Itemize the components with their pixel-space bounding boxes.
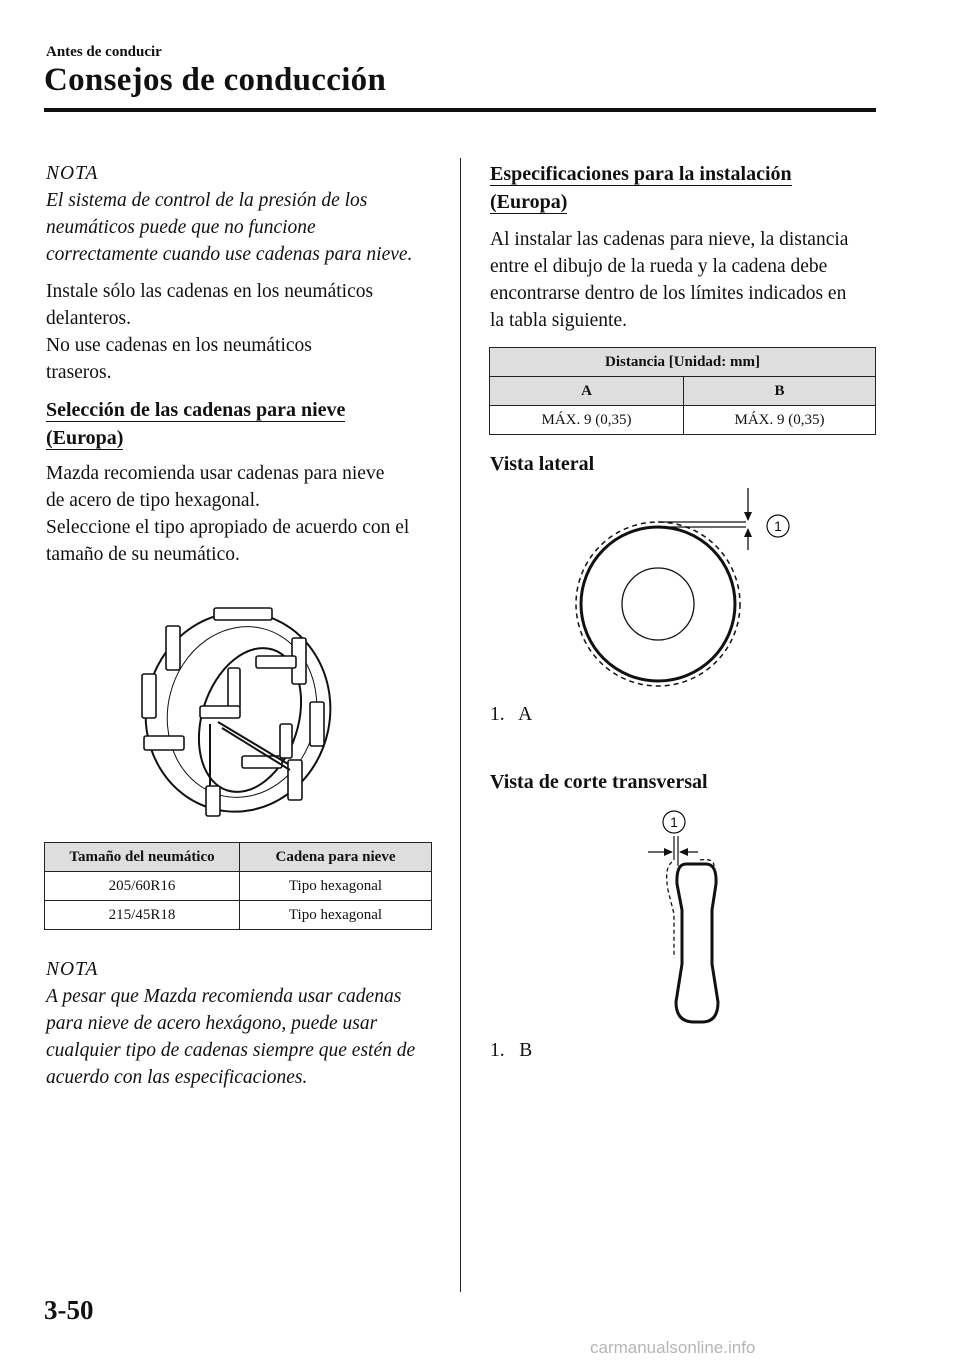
page-number: 3-50 xyxy=(44,1295,94,1325)
paragraph-rear-tires: No use cadenas en los neumáticos traseros. xyxy=(46,335,312,383)
column-divider xyxy=(460,158,461,1292)
figure-caption-side-view: 1. A xyxy=(490,704,533,725)
title-rule xyxy=(44,108,876,112)
table-caption: Distancia [Unidad: mm] xyxy=(490,348,876,377)
table-row xyxy=(45,872,432,901)
cross-section-diagram xyxy=(640,806,740,1032)
nota-title: NOTA xyxy=(46,163,99,184)
table-header: Tamaño del neumático xyxy=(45,843,240,872)
callout-number: 1 xyxy=(774,518,782,534)
table-cell: MÁX. 9 (0,35) xyxy=(684,406,876,435)
right-column xyxy=(490,160,876,334)
table-header: Cadena para nieve xyxy=(240,843,432,872)
figure-title-cross-section: Vista de corte transversal xyxy=(490,771,708,793)
nota-text: A pesar que Mazda recomienda usar cadenas para nieve de acero hexágono, puede usar cualquier tipo de cadenas siempre que estén de acuerdo con las especificaciones. xyxy=(46,986,416,1088)
nota-text: El sistema de control de la presión de los neumáticos puede que no funcione correctamente cuando use cadenas para nieve. xyxy=(46,190,413,265)
section-heading xyxy=(490,160,860,216)
page-title: Consejos de conducción xyxy=(44,62,387,98)
snow-chain-illustration xyxy=(138,604,338,819)
paragraph-front-tires: Instale sólo las cadenas en los neumáticos delanteros. xyxy=(46,281,374,329)
table-cell: 205/60R16 xyxy=(45,872,240,901)
section-label: Antes de conducir xyxy=(46,44,162,60)
table-row xyxy=(45,901,432,930)
paragraph-select: Seleccione el tipo apropiado de acuerdo con el tamaño de su neumático. xyxy=(46,517,410,565)
section-heading-text: Especificaciones para la instalación (Europa) xyxy=(490,163,792,213)
table-cell: Tipo hexagonal xyxy=(240,901,432,930)
tire-chain-table xyxy=(44,842,432,930)
table-cell: 215/45R18 xyxy=(45,901,240,930)
watermark-text: carmanualsonline.info xyxy=(590,1338,756,1357)
figure-title-side-view: Vista lateral xyxy=(490,453,595,475)
paragraph-installation: Al instalar las cadenas para nieve, la distancia entre el dibujo de la rueda y la cadena debe encontrarse dentro de los límites indicados en la tabla siguiente. xyxy=(490,229,849,331)
figure-caption-cross-section: 1. B xyxy=(490,1040,533,1061)
table-cell: MÁX. 9 (0,35) xyxy=(490,406,684,435)
table-header: B xyxy=(684,377,876,406)
table-header: A xyxy=(490,377,684,406)
table-row xyxy=(490,406,876,435)
distance-table xyxy=(489,347,876,435)
side-view-diagram xyxy=(560,482,800,700)
paragraph-recommend: Mazda recomienda usar cadenas para nieve de acero de tipo hexagonal. xyxy=(46,463,385,511)
callout-number: 1 xyxy=(670,814,678,830)
section-heading-text: Selección de las cadenas para nieve (Europa) xyxy=(46,399,346,449)
left-column xyxy=(46,160,438,568)
table-cell: Tipo hexagonal xyxy=(240,872,432,901)
nota-2 xyxy=(46,956,426,1091)
section-heading xyxy=(46,396,406,452)
nota-title: NOTA xyxy=(46,959,99,980)
